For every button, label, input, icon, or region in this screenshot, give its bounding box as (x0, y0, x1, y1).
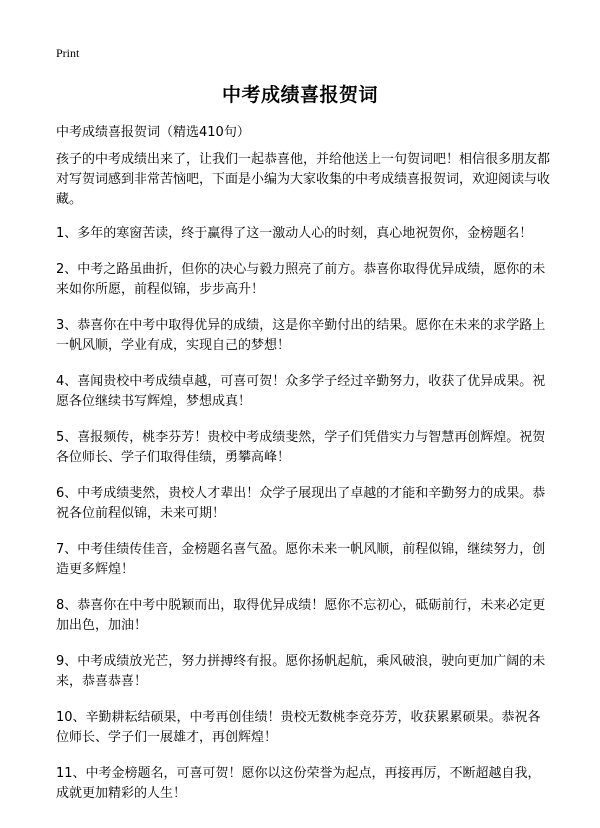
list-item: 1、多年的寒窗苦读，终于赢得了这一激动人心的时刻，真心地祝贺你，金榜题名！ (56, 226, 533, 241)
list-item: 5、喜报频传，桃李芬芳！贵校中考成绩斐然，学子们凭借实力与智慧再创辉煌。祝贺各位师长、学子们取得佳绩，勇攀高峰！ (56, 430, 546, 465)
list-item: 3、恭喜你在中考中取得优异的成绩，这是你辛勤付出的结果。愿你在未来的求学路上一帆风顺，学业有成，实现自己的梦想！ (56, 318, 546, 353)
list-item: 10、辛勤耕耘结硕果，中考再创佳绩！贵校无数桃李竞芬芳，收获累累硕果。恭祝各位师长、学子们一展雄才，再创辉煌！ (56, 710, 541, 745)
list-item: 9、中考成绩放光芒，努力拼搏终有报。愿你扬帆起航，乘风破浪，驶向更加广阔的未来，恭喜恭喜！ (56, 654, 546, 689)
list-item: 11、中考金榜题名，可喜可贺！愿你以这份荣誉为起点，再接再厉，不断超越自我，成就更加精彩的人生！ (56, 766, 541, 801)
article-body (56, 150, 550, 820)
intro-paragraph: 孩子的中考成绩出来了，让我们一起恭喜他，并给他送上一句贺词吧！相信很多朋友都对写贺词感到非常苦恼吧，下面是小编为大家收集的中考成绩喜报贺词，欢迎阅读与收藏。 (56, 152, 551, 207)
list-item: 2、中考之路虽曲折，但你的决心与毅力照亮了前方。恭喜你取得优异成绩，愿你的未来如你所愿，前程似锦，步步高升！ (56, 262, 546, 297)
list-item: 8、恭喜你在中考中脱颖而出，取得优异成绩！愿你不忘初心，砥砺前行，未来必定更加出色，加油！ (56, 598, 546, 633)
page-title: 中考成绩喜报贺词 (221, 84, 378, 106)
list-item: 6、中考成绩斐然，贵校人才辈出！众学子展现出了卓越的才能和辛勤努力的成果。恭祝各位前程似锦，未来可期！ (56, 486, 546, 521)
page-subtitle: 中考成绩喜报贺词（精选410句） (56, 125, 250, 140)
print-link[interactable]: Print (56, 46, 80, 60)
list-item: 4、喜闻贵校中考成绩卓越，可喜可贺！众多学子经过辛勤努力，收获了优异成果。祝愿各位继续书写辉煌，梦想成真！ (56, 374, 546, 409)
list-item: 7、中考佳绩传佳音，金榜题名喜气盈。愿你未来一帆风顺，前程似锦，继续努力，创造更多辉煌！ (56, 542, 546, 577)
